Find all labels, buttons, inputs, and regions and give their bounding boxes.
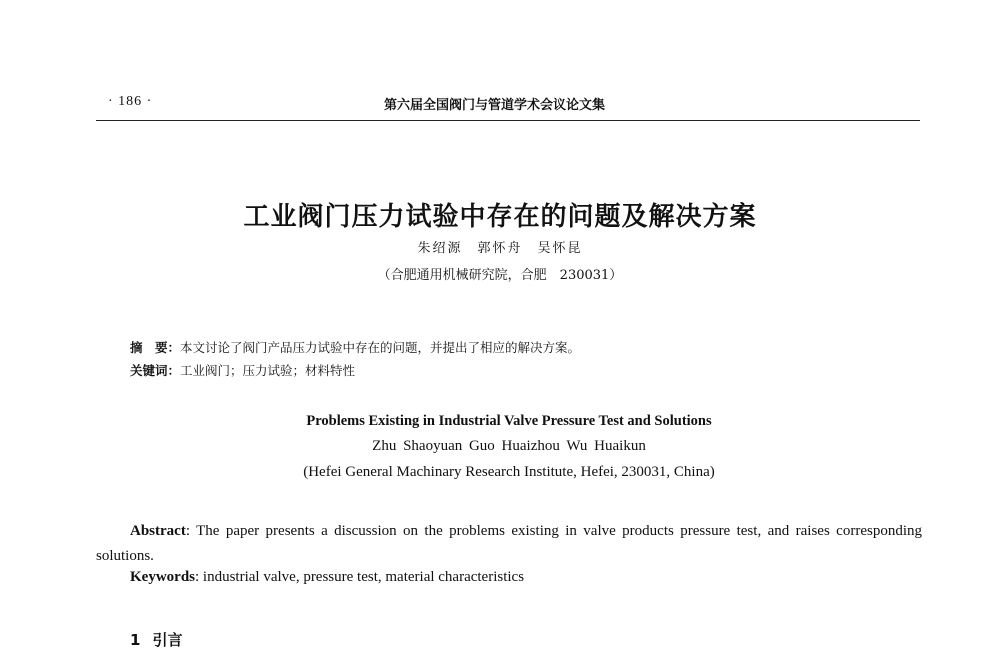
- section-heading: [130, 629, 182, 650]
- section-number: 1: [130, 631, 141, 649]
- abstract-cn-text: 本文讨论了阀门产品压力试验中存在的问题，并提出了相应的解决方案。: [180, 340, 581, 355]
- page-number: · 186 ·: [108, 94, 153, 109]
- affiliation-en: (Hefei General Machinary Research Institute, Hefei, 230031, China): [303, 464, 715, 480]
- journal-title: 第六届全国阀门与管道学术会议论文集: [384, 98, 606, 113]
- keywords-en-sep: :: [195, 569, 203, 585]
- affiliation-cn: （合肥通用机械研究院，合肥 230031）: [377, 268, 623, 283]
- keywords-en-text: industrial valve, pressure test, material characteristics: [202, 569, 525, 585]
- header-rule: [96, 120, 920, 121]
- abstract-en: [96, 519, 922, 569]
- abstract-en-label: Abstract: [130, 523, 186, 539]
- authors-cn: 朱绍源 郭怀舟 吴怀昆: [417, 241, 583, 256]
- abstract-cn-label: 摘 要：: [130, 340, 181, 355]
- abstract-en-sep: :: [185, 523, 197, 539]
- paper-title-en: Problems Existing in Industrial Valve Pressure Test and Solutions: [306, 413, 712, 429]
- authors-en: Zhu Shaoyuan Guo Huaizhou Wu Huaikun: [372, 438, 646, 454]
- abstract-en-text: The paper presents a discussion on the problems existing in valve products pressure test, and raises corresponding solutions.: [96, 523, 922, 564]
- keywords-en: [130, 569, 524, 586]
- keywords-cn: [130, 361, 355, 379]
- keywords-cn-text: 工业阀门；压力试验；材料特性: [180, 363, 356, 378]
- keywords-en-label: Keywords: [130, 569, 195, 585]
- keywords-cn-label: 关键词：: [130, 363, 181, 378]
- abstract-cn: [130, 338, 580, 356]
- paper-title-cn: 工业阀门压力试验中存在的问题及解决方案: [243, 202, 757, 232]
- section-title: 引言: [152, 631, 183, 649]
